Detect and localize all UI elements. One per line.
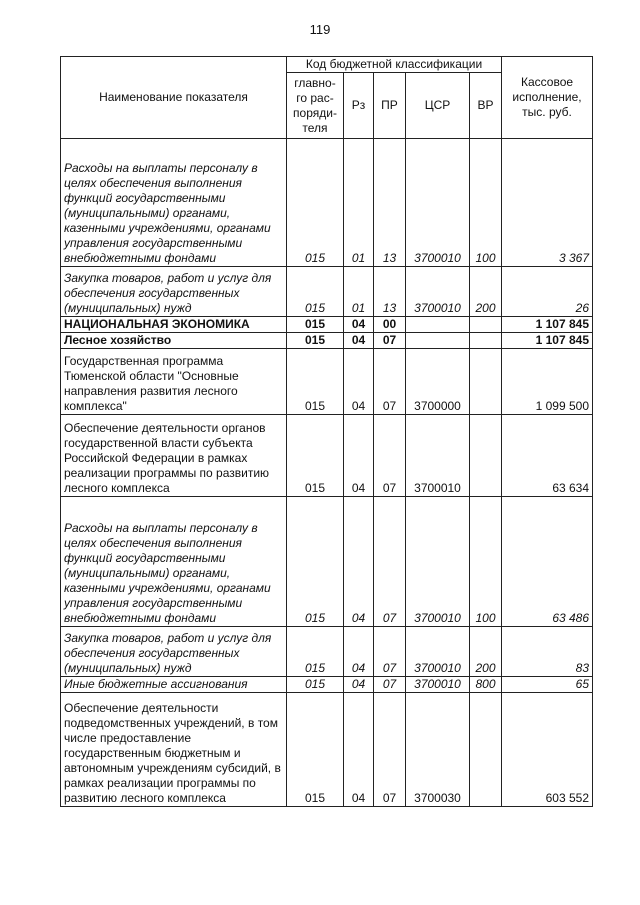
header-name: Наименование показателя (61, 57, 287, 139)
header-glavnogo: главно-го рас-поряди-теля (287, 73, 344, 139)
row-name: Закупка товаров, работ и услуг для обеспечения государственных (муниципальных) нужд (61, 627, 287, 677)
row-vr: 800 (470, 677, 502, 693)
header-csr: ЦСР (406, 73, 470, 139)
row-name: НАЦИОНАЛЬНАЯ ЭКОНОМИКА (61, 317, 287, 333)
budget-execution-table (60, 56, 593, 807)
row-csr: 3700000 (406, 349, 470, 415)
row-gl: 015 (287, 317, 344, 333)
table-row (61, 627, 593, 677)
row-vr: 200 (470, 627, 502, 677)
row-gl: 015 (287, 349, 344, 415)
row-pr: 00 (374, 317, 406, 333)
row-rz: 01 (344, 267, 374, 317)
row-name: Расходы на выплаты персоналу в целях обеспечения выполнения функций государственными (муниципальными) органами, казенными учреждениями, органами управления государственными внебюджетными фондами (61, 139, 287, 267)
row-amount: 1 099 500 (502, 349, 593, 415)
row-gl: 015 (287, 627, 344, 677)
row-csr: 3700010 (406, 497, 470, 627)
row-gl: 015 (287, 139, 344, 267)
row-gl: 015 (287, 415, 344, 497)
row-vr (470, 349, 502, 415)
row-name: Закупка товаров, работ и услуг для обеспечения государственных (муниципальных) нужд (61, 267, 287, 317)
header-rz: Рз (344, 73, 374, 139)
table-row (61, 139, 593, 267)
row-amount: 65 (502, 677, 593, 693)
table-row (61, 415, 593, 497)
row-rz: 01 (344, 139, 374, 267)
row-csr: 3700010 (406, 677, 470, 693)
row-rz: 04 (344, 497, 374, 627)
row-amount: 26 (502, 267, 593, 317)
table-row (61, 677, 593, 693)
table-row (61, 333, 593, 349)
row-rz: 04 (344, 317, 374, 333)
row-csr: 3700010 (406, 139, 470, 267)
row-amount: 1 107 845 (502, 317, 593, 333)
row-amount: 603 552 (502, 693, 593, 807)
table-row (61, 349, 593, 415)
table-header (61, 57, 593, 139)
row-csr: 3700010 (406, 627, 470, 677)
row-gl: 015 (287, 497, 344, 627)
row-rz: 04 (344, 677, 374, 693)
row-name: Государственная программа Тюменской области "Основные направления развития лесного комплекса" (61, 349, 287, 415)
row-pr: 07 (374, 415, 406, 497)
row-pr: 07 (374, 333, 406, 349)
row-rz: 04 (344, 415, 374, 497)
row-vr (470, 333, 502, 349)
row-amount: 63 486 (502, 497, 593, 627)
row-pr: 13 (374, 139, 406, 267)
row-name: Расходы на выплаты персоналу в целях обеспечения выполнения функций государственными (муниципальными) органами, казенными учреждениями, органами управления государственными внебюджетными фондами (61, 497, 287, 627)
row-amount: 3 367 (502, 139, 593, 267)
row-name: Обеспечение деятельности органов государственной власти субъекта Российской Федерации в рамках реализации программы по развитию лесного комплекса (61, 415, 287, 497)
header-vr: ВР (470, 73, 502, 139)
row-rz: 04 (344, 349, 374, 415)
row-vr (470, 693, 502, 807)
row-gl: 015 (287, 677, 344, 693)
row-pr: 07 (374, 677, 406, 693)
table-row (61, 267, 593, 317)
row-vr (470, 415, 502, 497)
row-vr: 100 (470, 139, 502, 267)
row-csr: 3700010 (406, 415, 470, 497)
row-csr: 3700010 (406, 267, 470, 317)
header-amount: Кассовое исполнение, тыс. руб. (502, 57, 593, 139)
row-amount: 1 107 845 (502, 333, 593, 349)
row-pr: 07 (374, 349, 406, 415)
page-number: 119 (309, 22, 331, 37)
row-rz: 04 (344, 627, 374, 677)
table-row (61, 317, 593, 333)
row-gl: 015 (287, 693, 344, 807)
row-name: Лесное хозяйство (61, 333, 287, 349)
row-vr: 100 (470, 497, 502, 627)
row-gl: 015 (287, 333, 344, 349)
row-name: Обеспечение деятельности подведомственных учреждений, в том числе предоставление государственным бюджетным и автономным учреждениям субсидий, в рамках реализации программы по развитию лесного комплекса (61, 693, 287, 807)
row-csr (406, 333, 470, 349)
row-amount: 63 634 (502, 415, 593, 497)
row-pr: 13 (374, 267, 406, 317)
row-csr: 3700030 (406, 693, 470, 807)
table-row (61, 497, 593, 627)
row-pr: 07 (374, 627, 406, 677)
row-csr (406, 317, 470, 333)
row-rz: 04 (344, 333, 374, 349)
row-vr (470, 317, 502, 333)
row-vr: 200 (470, 267, 502, 317)
row-pr: 07 (374, 497, 406, 627)
header-pr: ПР (374, 73, 406, 139)
row-name: Иные бюджетные ассигнования (61, 677, 287, 693)
row-rz: 04 (344, 693, 374, 807)
table-row (61, 693, 593, 807)
header-code-group: Код бюджетной классификации (287, 57, 502, 73)
row-amount: 83 (502, 627, 593, 677)
row-gl: 015 (287, 267, 344, 317)
row-pr: 07 (374, 693, 406, 807)
